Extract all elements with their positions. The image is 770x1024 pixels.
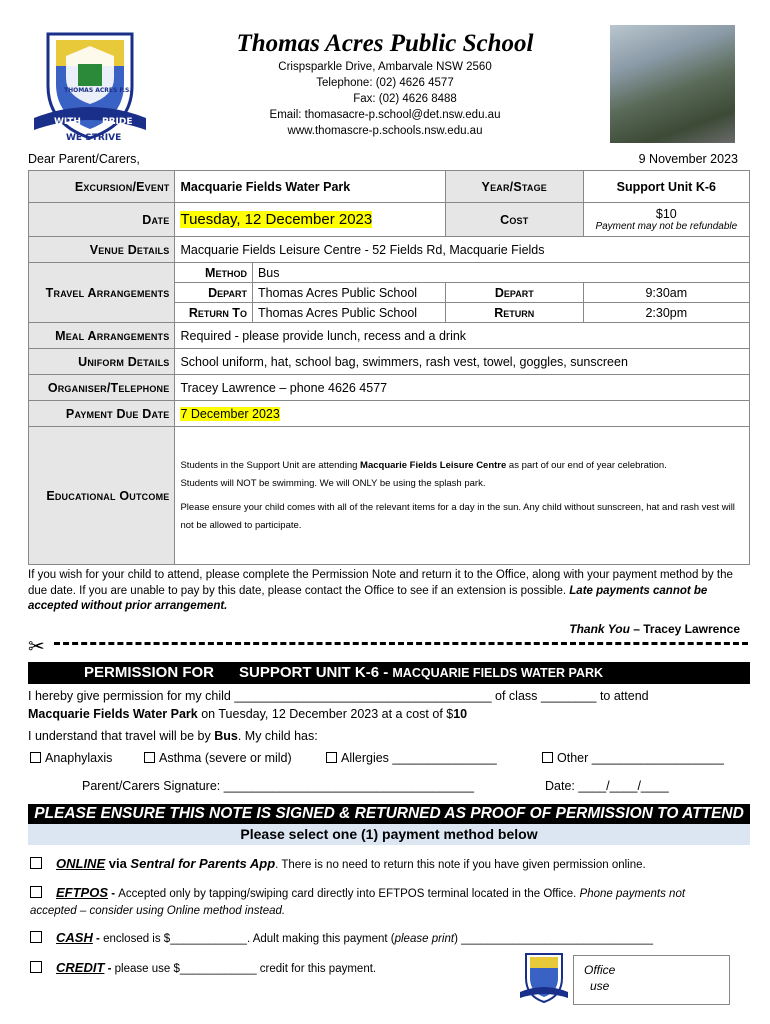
edu-outcome bbox=[175, 427, 750, 565]
water-park-photo bbox=[610, 25, 735, 143]
depart-value: Thomas Acres Public School bbox=[252, 283, 445, 303]
organiser-value: Tracey Lawrence – phone 4626 4577 bbox=[175, 375, 750, 401]
venue-value: Macquarie Fields Leisure Centre - 52 Fields Rd, Macquarie Fields bbox=[175, 237, 750, 263]
uniform-label: Uniform Details bbox=[29, 349, 175, 375]
signature-field[interactable]: Parent/Carers Signature: ____________________________________ bbox=[82, 779, 475, 793]
condition-anaphylaxis[interactable]: Anaphylaxis bbox=[30, 751, 112, 765]
method-label: Method bbox=[175, 263, 252, 283]
cost-value: $10 bbox=[655, 207, 677, 221]
return-time: 2:30pm bbox=[583, 303, 749, 323]
edu-paragraph-2: Students will NOT be swimming. We will ONLY be using the splash park. bbox=[180, 477, 486, 489]
permission-header: PERMISSION FOR SUPPORT UNIT K-6 - MACQUARIE FIELDS WATER PARK bbox=[28, 662, 750, 684]
greeting: Dear Parent/Carers, bbox=[28, 152, 140, 166]
excursion-details-table bbox=[28, 170, 750, 565]
signoff: Thank You – Tracey Lawrence bbox=[569, 622, 740, 636]
school-telephone: Telephone: (02) 4626 4577 bbox=[316, 77, 454, 89]
ensure-signed-banner: PLEASE ENSURE THIS NOTE IS SIGNED & RETURNED AS PROOF OF PERMISSION TO ATTEND bbox=[28, 804, 750, 824]
cost-label: Cost bbox=[445, 203, 583, 237]
return-value: Thomas Acres Public School bbox=[252, 303, 445, 323]
payment-online[interactable]: ONLINE via Sentral for Parents App. There is no need to return this note if you have given permission online. bbox=[30, 856, 646, 871]
office-label: Office bbox=[584, 963, 616, 977]
credit-checkbox[interactable] bbox=[30, 961, 42, 973]
dashed-divider bbox=[54, 642, 748, 645]
signature-date-field[interactable]: Date: ____/____/____ bbox=[545, 779, 669, 793]
edu-paragraph-1: Students in the Support Unit are attending Macquarie Fields Leisure Centre as part of our end of year celebration. bbox=[180, 459, 667, 471]
cost-note: Payment may not be refundable bbox=[595, 221, 738, 232]
meal-label: Meal Arrangements bbox=[29, 323, 175, 349]
online-checkbox[interactable] bbox=[30, 857, 42, 869]
permission-line-2: Macquarie Fields Water Park on Tuesday, 12 December 2023 at a cost of $10 bbox=[28, 707, 468, 721]
permission-line-1[interactable]: I hereby give permission for my child _____________________________________ of class ________ to attend bbox=[28, 689, 649, 703]
depart-time: 9:30am bbox=[583, 283, 749, 303]
date-label: Date bbox=[29, 203, 175, 237]
crest-motto-2: PRIDE bbox=[102, 117, 133, 127]
organiser-label: Organiser/Telephone bbox=[29, 375, 175, 401]
event-label: Excursion/Event bbox=[29, 171, 175, 203]
scissors-icon: ✂ bbox=[28, 636, 45, 658]
cut-line bbox=[28, 638, 750, 658]
meal-value: Required - please provide lunch, recess and a drink bbox=[175, 323, 750, 349]
due-date-label: Payment Due Date bbox=[29, 401, 175, 427]
asthma-checkbox[interactable] bbox=[144, 752, 155, 763]
letterhead bbox=[0, 0, 770, 150]
allergies-checkbox[interactable] bbox=[326, 752, 337, 763]
school-address: Crispsparkle Drive, Ambarvale NSW 2560 bbox=[278, 61, 492, 73]
cash-checkbox[interactable] bbox=[30, 931, 42, 943]
condition-allergies[interactable]: Allergies _______________ bbox=[326, 751, 497, 765]
school-fax: Fax: (02) 4626 8488 bbox=[353, 93, 457, 105]
depart-time-label: Depart bbox=[445, 283, 583, 303]
eftpos-checkbox[interactable] bbox=[30, 886, 42, 898]
depart-label: Depart bbox=[175, 283, 252, 303]
year-value: Support Unit K-6 bbox=[583, 171, 749, 203]
return-time-label: Return bbox=[445, 303, 583, 323]
office-use-box bbox=[573, 955, 730, 1005]
anaphylaxis-checkbox[interactable] bbox=[30, 752, 41, 763]
method-value: Bus bbox=[252, 263, 749, 283]
condition-asthma[interactable]: Asthma (severe or mild) bbox=[144, 751, 292, 765]
crest-banner: THOMAS ACRES P.S. bbox=[64, 87, 132, 94]
edu-label: Educational Outcome bbox=[29, 427, 175, 565]
year-label: Year/Stage bbox=[445, 171, 583, 203]
venue-label: Venue Details bbox=[29, 237, 175, 263]
school-email: Email: thomasacre-p.school@det.nsw.edu.au bbox=[269, 109, 501, 121]
crest-motto-3: WE STRIVE bbox=[66, 133, 122, 143]
condition-other[interactable]: Other ___________________ bbox=[542, 751, 724, 765]
uniform-value: School uniform, hat, school bag, swimmers, rash vest, towel, goggles, sunscreen bbox=[175, 349, 750, 375]
travel-label: Travel Arrangements bbox=[29, 263, 175, 323]
date-value: Tuesday, 12 December 2023 bbox=[180, 211, 373, 228]
event-value: Macquarie Fields Water Park bbox=[175, 171, 445, 203]
instructions-paragraph: If you wish for your child to attend, please complete the Permission Note and return it to the Office, along with your payment method by the due date. If you are unable to pay by this date, please contact the Office to see if an extension is possible. Late payments cannot be accepted without prior arrangement. bbox=[28, 569, 733, 612]
other-checkbox[interactable] bbox=[542, 752, 553, 763]
use-label: use bbox=[590, 979, 610, 993]
school-crest-small-logo bbox=[518, 950, 570, 1004]
payment-method-heading: Please select one (1) payment method below bbox=[28, 824, 750, 845]
edu-paragraph-3: Please ensure your child comes with all of the relevant items for a day in the sun. Any child without sunscreen, hat and rash vest will not be allowed to participate. bbox=[180, 501, 735, 531]
letter-date: 9 November 2023 bbox=[638, 152, 738, 166]
crest-motto-1: WITH bbox=[54, 117, 81, 127]
return-label: Return To bbox=[175, 303, 252, 323]
payment-cash[interactable]: CASH - enclosed is $____________. Adult making this payment (please print) ______________________________ bbox=[30, 930, 653, 945]
school-website: www.thomascre-p.schools.nsw.edu.au bbox=[287, 125, 483, 137]
permission-line-3: I understand that travel will be by Bus. My child has: bbox=[28, 729, 318, 743]
payment-credit[interactable]: CREDIT - please use $____________ credit for this payment. bbox=[30, 960, 376, 975]
school-crest-logo bbox=[30, 26, 150, 144]
due-date-value: 7 December 2023 bbox=[180, 406, 280, 421]
payment-eftpos[interactable]: EFTPOS - Accepted only by tapping/swiping card directly into EFTPOS terminal located in the Office. Phone payments not accepted – consider using Online method instead. bbox=[30, 885, 686, 917]
school-name: Thomas Acres Public School bbox=[236, 30, 534, 57]
